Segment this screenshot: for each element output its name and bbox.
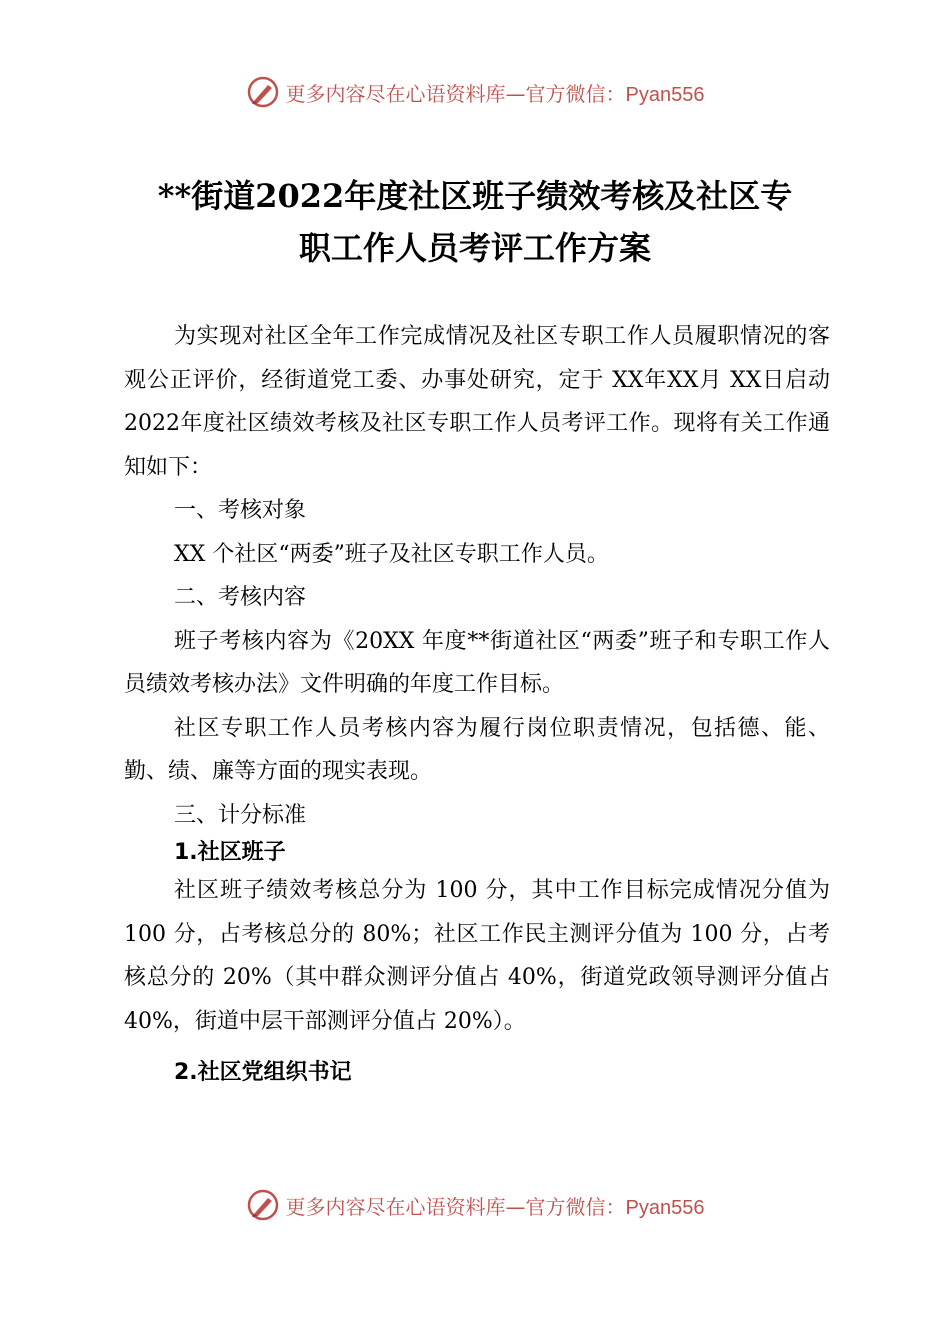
banner-text: 更多内容尽在心语资料库—官方微信：Pyan556 [285,81,705,106]
section-2-text-1: 班子考核内容为《20XX 年度**街道社区“两委”班子和专职工作人员绩效考核办法》文件明确的年度工作目标。 [124,628,830,697]
title-line-2: 职工作人员考评工作方案 [298,229,651,267]
section-heading-1: 一、考核对象 [174,498,307,523]
section-heading-2: 二、考核内容 [174,585,307,610]
subsection-heading-2: 2.社区党组织书记 [174,1060,352,1085]
intro-paragraph: 为实现对社区全年工作完成情况及社区专职工作人员履职情况的客观公正评价，经街道党工委、办事处研究，定于 XX年XX月 XX日启动2022年度社区绩效考核及社区专职工作人员考评工作。现将有关工作通知如下： [124,324,830,480]
wechat-id: Pyan556 [625,83,705,106]
pen-logo-icon [246,75,280,109]
subsection-heading-1: 1.社区班子 [174,840,286,865]
subsection-1-text: 社区班子绩效考核总分为 100 分，其中工作目标完成情况分值为 100 分，占考核总分的 80%；社区工作民主测评分值为 100 分，占考核总分的 20%（其中群众测评分值占 40%，街道党政领导测评分值占 40%，街道中层干部测评分值占 20%）。 [124,878,830,1034]
pen-logo-icon [246,1188,280,1222]
header-watermark-banner [0,70,950,114]
section-heading-3: 三、计分标准 [174,802,307,828]
wechat-id: Pyan556 [625,1196,705,1219]
title-line-1: **街道2022年度社区班子绩效考核及社区专 [157,177,793,215]
section-2-text-2: 社区专职工作人员考核内容为履行岗位职责情况，包括德、能、勤、绩、廉等方面的现实表现。 [124,715,830,784]
section-1-text: XX 个社区“两委”班子及社区专职工作人员。 [174,541,609,567]
banner-text: 更多内容尽在心语资料库—官方微信：Pyan556 [285,1194,705,1219]
document-body [124,315,830,1089]
document-title [100,170,850,274]
footer-watermark-banner [0,1183,950,1227]
